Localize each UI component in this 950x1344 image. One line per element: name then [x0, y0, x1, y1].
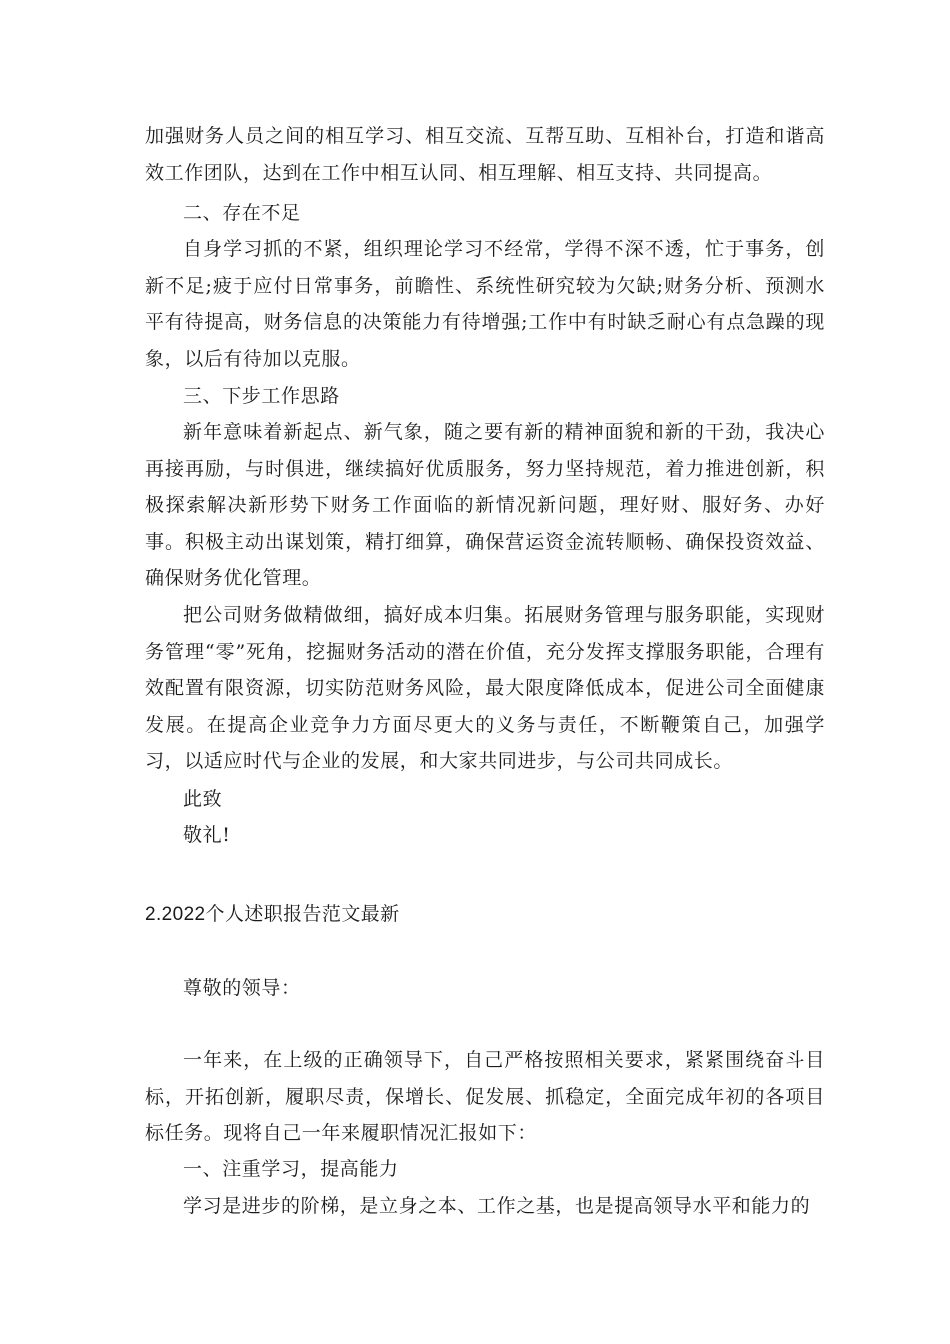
section-number: 2.2022 — [145, 904, 206, 925]
paragraph-intro: 一年来，在上级的正确领导下，自己严格按照相关要求，紧紧围绕奋斗目标，开拓创新，履职尽责，保增长、促发展、抓稳定，全面完成年初的各项目标任务。现将自己一年来履职情况汇报如下： — [145, 1049, 825, 1144]
salutation: 尊敬的领导： — [183, 977, 301, 999]
paragraph-team-building: 加强财务人员之间的相互学习、相互交流、互帮互助、互相补台，打造和谐高效工作团队，达到在工作中相互认同、相互理解、相互支持、共同提高。 — [145, 125, 825, 184]
section-title — [145, 896, 400, 934]
paragraph-next-steps: 新年意味着新起点、新气象，随之要有新的精神面貌和新的干劲，我决心再接再励，与时俱进，继续搞好优质服务，努力坚持规范，着力推进创新，积极探索解决新形势下财务工作面临的新情况新问题，理好财、服好务、办好事。积极主动出谋划策，精打细算，确保营运资金流转顺畅、确保投资效益、确保财务优化管理。 — [145, 421, 825, 589]
closing-cizhi: 此致 — [183, 788, 223, 810]
heading-shortcomings: 二、存在不足 — [183, 202, 301, 224]
paragraph-finance-management: 把公司财务做精做细，搞好成本归集。拓展财务管理与服务职能，实现财务管理“零”死角，挖掘财务活动的潜在价值，充分发挥支撑服务职能，合理有效配置有限资源，切实防范财务风险，最大限度降低成本，促进公司全面健康发展。在提高企业竞争力方面尽更大的义务与责任，不断鞭策自己，加强学习，以适应时代与企业的发展，和大家共同进步，与公司共同成长。 — [145, 604, 825, 772]
section-title-text: 个人述职报告范文最新 — [205, 903, 400, 925]
paragraph-study: 学习是进步的阶梯，是立身之本、工作之基，也是提高领导水平和能力的 — [183, 1195, 811, 1217]
paragraph-shortcomings: 自身学习抓的不紧，组织理论学习不经常，学得不深不透，忙于事务，创新不足;疲于应付日常事务，前瞻性、系统性研究较为欠缺;财务分析、预测水平有待提高，财务信息的决策能力有待增强;工作中有时缺乏耐心有点急躁的现象，以后有待加以克服。 — [145, 238, 825, 370]
closing-jingli: 敬礼! — [183, 824, 231, 846]
heading-next-steps: 三、下步工作思路 — [183, 385, 340, 407]
heading-study: 一、注重学习，提高能力 — [183, 1158, 399, 1180]
